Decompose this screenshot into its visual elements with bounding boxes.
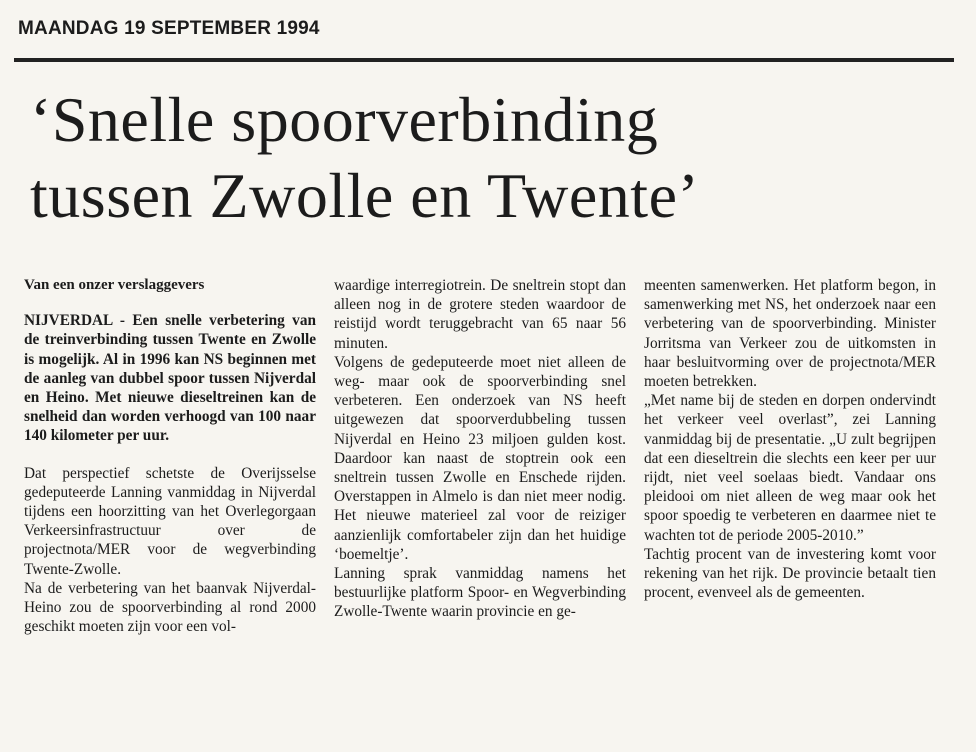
headline (30, 82, 950, 234)
headline-line-2: tussen Zwolle en Twente’ (30, 160, 700, 231)
article-column-3 (644, 276, 936, 602)
paragraph: Tachtig procent van de investering komt voor rekening van het rijk. De provincie betaalt tien procent, evenveel als de gemeenten. (644, 545, 936, 602)
paragraph: „Met name bij de steden en dorpen ondervindt het verkeer veel overlast”, zei Lanning vanmiddag bij de presentatie. „U zult begrijpen dat een dieseltrein die slechts een keer per uur rijdt, niet veel soelaas biedt. Vandaar ons pleidooi om niet alleen de weg maar ook het spoor spoedig te verbeteren en daarmee niet te wachten tot de periode 2005-2010.” (644, 392, 936, 544)
paragraph: waardige interregiotrein. De sneltrein stopt dan alleen nog in de grotere steden waardoor de reistijd wordt teruggebracht van 65 naar 56 minuten. (334, 277, 626, 352)
byline: Van een onzer verslaggevers (24, 277, 205, 293)
article-column-1 (24, 276, 316, 636)
header-rule (14, 58, 954, 62)
paragraph: Volgens de gedeputeerde moet niet alleen de weg- maar ook de spoorverbinding snel verbeteren. Een onderzoek van NS heeft uitgewezen dat spoorverdubbeling tussen Nijverdal en Heino 23 miljoen gulden kost. Daardoor kan naast de stoptrein ook een sneltrein tussen Zwolle en Enschede rijden. Overstappen in Almelo is dan niet meer nodig. Het nieuwe materieel zal voor de reiziger aanzienlijk comfortabeler zijn dan het huidige ‘boemeltje’. (334, 353, 626, 563)
lead-paragraph (24, 311, 316, 445)
paragraph: Lanning sprak vanmiddag namens het bestuurlijke platform Spoor- en Wegverbinding Zwolle-Twente waarin provincie en ge- (334, 565, 626, 621)
lead-text: - Een snelle verbetering van de treinverbinding tussen Twente en Zwolle is mogelijk. Al in 1996 kan NS beginnen met de aanleg van dubbel spoor tussen Nijverdal en Heino. Met nieuwe dieseltreinen kan de snelheid dan worden verhoogd van 100 naar 140 kilometer per uur. (24, 312, 316, 445)
paragraph: meenten samenwerken. Het platform begon, in samenwerking met NS, het onderzoek naar een verbetering van de spoorverbinding. Minister Jorritsma van Verkeer zou de uitkomsten in haar besluitvorming over de projectnota/MER moeten betrekken. (644, 277, 936, 391)
article-column-2 (334, 276, 626, 622)
paragraph: Na de verbetering van het baanvak Nijverdal-Heino zou de spoorverbinding al rond 2000 geschikt moeten zijn voor een vol- (24, 579, 316, 636)
dateline-place: NIJVERDAL (24, 312, 113, 330)
dateline: MAANDAG 19 SEPTEMBER 1994 (18, 18, 320, 39)
headline-line-1: ‘Snelle spoorverbinding (30, 84, 659, 155)
paragraph: Dat perspectief schetste de Overijsselse gedeputeerde Lanning vanmiddag in Nijverdal tijdens een hoorzitting van het Overlegorgaan Verkeersinfrastructuur over de projectnota/MER voor de wegverbinding Twente-Zwolle. (24, 464, 316, 578)
